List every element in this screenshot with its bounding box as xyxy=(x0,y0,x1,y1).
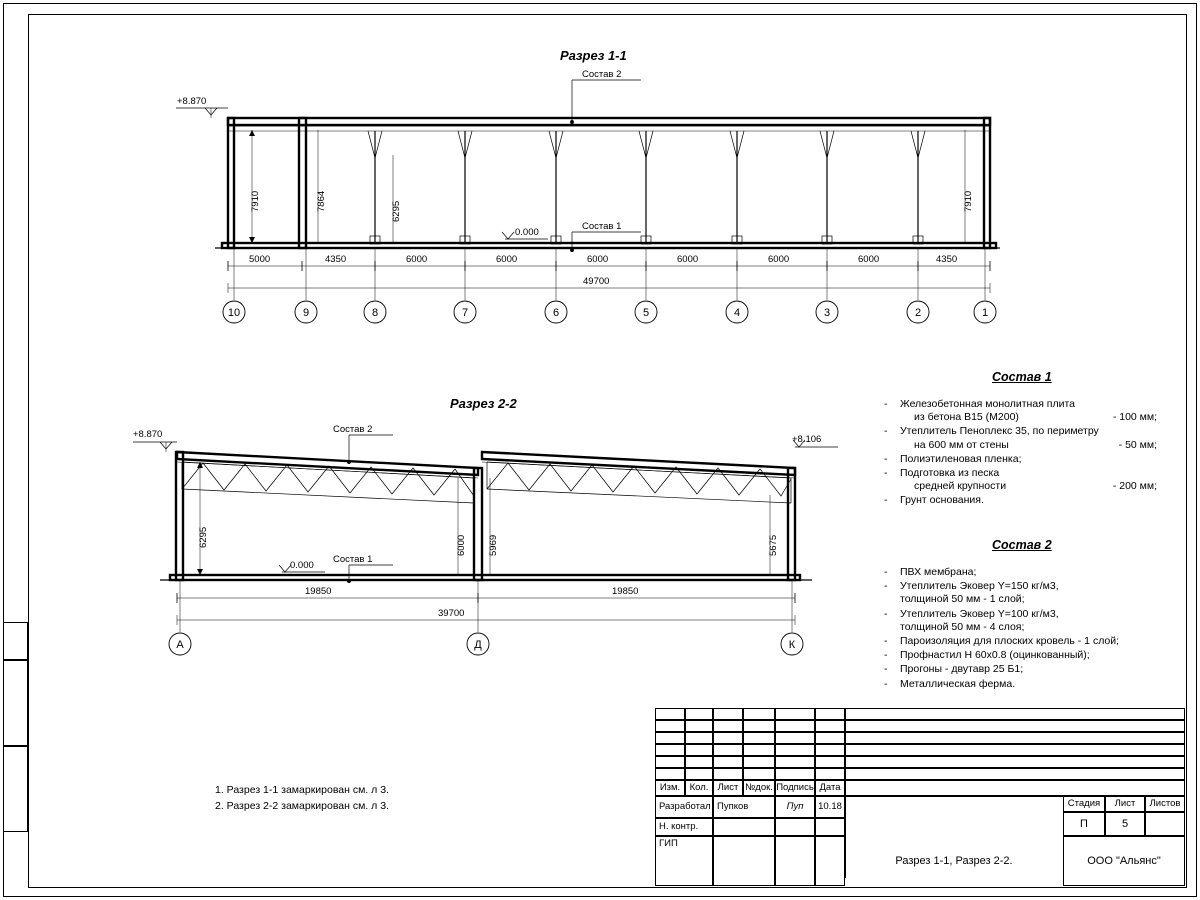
span-dim-6000-5: 6000 xyxy=(768,254,790,265)
notes-block xyxy=(215,782,389,814)
date-nkontr xyxy=(815,818,845,836)
date-gip xyxy=(815,836,845,886)
axis-label-10: 10 xyxy=(227,306,241,319)
header-izm: Изм. xyxy=(655,780,685,796)
rev-grid-c5r5 xyxy=(775,756,815,768)
rev-grid-c5r1 xyxy=(775,708,815,720)
rev-grid-c4r3 xyxy=(743,732,775,744)
rev-grid-wide-r3 xyxy=(845,732,1185,744)
level-marker-zero-s1: 0.000 xyxy=(515,227,539,238)
spec2-item-2-line2: толщиной 50 мм - 4 слоя; xyxy=(900,620,1025,633)
height-dim-6295-s1: 6295 xyxy=(391,200,402,222)
axis-label-A: А xyxy=(176,638,184,651)
sign-nkontr xyxy=(775,818,815,836)
rev-grid-c2r2 xyxy=(685,720,713,732)
spec2-item-0-line1: ПВХ мембрана; xyxy=(900,566,977,578)
sheets-header: Листов xyxy=(1145,796,1185,812)
spec1-item-0-value: - 100 мм; xyxy=(1112,411,1158,424)
company-name: ООО "Альянс" xyxy=(1063,836,1185,886)
section-1-title: Разрез 1-1 xyxy=(560,48,627,63)
rev-grid-c3r6 xyxy=(713,768,743,780)
sheet-header: Лист xyxy=(1105,796,1145,812)
rev-grid-c1r5 xyxy=(655,756,685,768)
span-dim-6000-3: 6000 xyxy=(587,254,609,265)
rev-grid-c1r6 xyxy=(655,768,685,780)
header-kol: Кол. xyxy=(685,780,713,796)
rev-grid-c1r4 xyxy=(655,744,685,756)
axis-label-8: 8 xyxy=(371,306,379,319)
sign-gip xyxy=(775,836,815,886)
span-dim-4350-left: 4350 xyxy=(325,254,347,265)
stage-value: П xyxy=(1063,812,1105,836)
header-list: Лист xyxy=(713,780,743,796)
rev-grid-wide-r1 xyxy=(845,708,1185,720)
rev-grid-c5r3 xyxy=(775,732,815,744)
rev-grid-c6r5 xyxy=(815,756,845,768)
level-marker-zero-s2: 0.000 xyxy=(290,560,314,571)
rev-grid-c5r4 xyxy=(775,744,815,756)
span-dim-5000: 5000 xyxy=(249,254,271,265)
header-ndok: №док. xyxy=(743,780,775,796)
sheets-value xyxy=(1145,812,1185,836)
rev-grid-c3r4 xyxy=(713,744,743,756)
rev-grid-wide-r6 xyxy=(845,768,1185,780)
rev-grid-c3r2 xyxy=(713,720,743,732)
rev-grid-c4r4 xyxy=(743,744,775,756)
axis-label-5: 5 xyxy=(642,306,650,319)
axis-label-7: 7 xyxy=(461,306,469,319)
rev-grid-c6r1 xyxy=(815,708,845,720)
level-marker-top-right-s2: +8.106 xyxy=(792,434,822,445)
note-2: 2. Разрез 2-2 замаркирован см. л 3. xyxy=(215,800,389,812)
rev-grid-c3r1 xyxy=(713,708,743,720)
level-marker-top-s1: +8.870 xyxy=(177,96,207,107)
spec2-item-1-line2: толщиной 50 мм - 1 слой; xyxy=(900,593,1025,606)
compose-2-leader-s1: Состав 2 xyxy=(582,69,622,80)
header-podpis: Подпись xyxy=(775,780,815,796)
height-dim-5969: 5969 xyxy=(488,534,499,556)
rev-grid-c2r1 xyxy=(685,708,713,720)
spec1-item-0-line2: из бетона В15 (М200) xyxy=(914,411,1019,424)
spec1-item-2-line1: Полиэтиленовая пленка; xyxy=(900,452,1022,465)
name-razrabotal: Пупков xyxy=(713,796,775,818)
rev-grid-c4r1 xyxy=(743,708,775,720)
header-spacer xyxy=(845,780,1185,796)
axis-label-D: Д xyxy=(474,638,482,651)
note-1: 1. Разрез 1-1 замаркирован см. л 3. xyxy=(215,784,389,796)
spec1-item-3-value: - 200 мм; xyxy=(1112,480,1158,493)
spec-2-list: - ПВХ мембрана; - Утеплитель Эковер Y=150 кг/м3, толщиной 50 мм - 1 слой; - Утеплитель Эковер Y=100 кг/м3, толщиной 50 мм - 4 слоя; - Пароизоляция для плоских кровель - 1 слой; - Профнастил Н 60х0.8 (оцинкованный); - Прогоны - двутавр 25 Б1; - Металлическая ферма. xyxy=(884,566,1120,690)
section-2-title: Разрез 2-2 xyxy=(450,396,517,411)
spec1-item-1-value: - 50 мм; xyxy=(1118,438,1158,451)
rev-grid-c6r6 xyxy=(815,768,845,780)
name-gip xyxy=(713,836,775,886)
height-dim-6295-s2: 6295 xyxy=(198,526,209,548)
rev-grid-c4r5 xyxy=(743,756,775,768)
height-dim-6000-s2: 6000 xyxy=(456,534,467,556)
rev-grid-wide-r2 xyxy=(845,720,1185,732)
spec1-item-1-line2: на 600 мм от стены xyxy=(914,438,1009,451)
span-dim-19850-right: 19850 xyxy=(612,586,639,597)
axis-label-4: 4 xyxy=(733,306,741,319)
compose-2-leader-s2: Состав 2 xyxy=(333,424,373,435)
height-dim-7910-right: 7910 xyxy=(963,190,974,212)
spec1-item-3-line1: Подготовка из песка xyxy=(900,467,1000,480)
spec1-item-1-line1: Утеплитель Пеноплекс 35, по периметру xyxy=(900,425,1099,438)
rev-grid-wide-r5 xyxy=(845,756,1185,768)
title-block xyxy=(655,708,1185,886)
spec-2-title: Состав 2 xyxy=(992,538,1052,552)
span-dim-6000-4: 6000 xyxy=(677,254,699,265)
stage-header: Стадия xyxy=(1063,796,1105,812)
sheet-title: Разрез 1-1, Разрез 2-2. xyxy=(895,855,1013,867)
rev-grid-c2r4 xyxy=(685,744,713,756)
axis-bubbles-section2 xyxy=(169,633,803,655)
compose-1-leader-s2: Состав 1 xyxy=(333,554,373,565)
height-dim-5675: 5675 xyxy=(768,534,779,556)
rev-grid-c2r3 xyxy=(685,732,713,744)
header-data: Дата xyxy=(815,780,845,796)
axis-label-6: 6 xyxy=(552,306,560,319)
compose-1-leader-s1: Состав 1 xyxy=(582,221,622,232)
rev-grid-c1r2 xyxy=(655,720,685,732)
rev-grid-c2r6 xyxy=(685,768,713,780)
date-razrabotal: 10.18 xyxy=(815,796,845,818)
level-marker-top-left-s2: +8.870 xyxy=(133,429,163,440)
spec1-item-3-line2: средней крупности xyxy=(914,480,1007,493)
rev-grid-c3r5 xyxy=(713,756,743,768)
spec-1-list: - Железобетонная монолитная плита из бетона В15 (М200) - 100 мм; - Утеплитель Пеноплекс 35, по периметру на 600 мм от стены - 50 мм; - Полиэтиленовая пленка; - Подготовка из песка средней крупности - 200 мм; - Грунт основания. xyxy=(884,398,1158,507)
rev-grid-c6r2 xyxy=(815,720,845,732)
role-gip: ГИП xyxy=(655,836,713,886)
axis-label-2: 2 xyxy=(914,306,922,319)
rev-grid-c2r5 xyxy=(685,756,713,768)
total-dim-39700: 39700 xyxy=(438,608,465,619)
sheet-value: 5 xyxy=(1105,812,1145,836)
role-razrabotal: Разработал xyxy=(655,796,713,818)
sign-razrabotal: Пуп xyxy=(775,796,815,818)
rev-grid-c4r2 xyxy=(743,720,775,732)
axis-label-3: 3 xyxy=(823,306,831,319)
span-dim-6000-2: 6000 xyxy=(496,254,518,265)
total-dim-49700: 49700 xyxy=(583,276,610,287)
spec2-item-6-line1: Металлическая ферма. xyxy=(900,677,1016,690)
spec-1-title: Состав 1 xyxy=(992,370,1052,384)
spec2-item-4-line1: Профнастил Н 60х0.8 (оцинкованный); xyxy=(900,649,1090,662)
rev-grid-c6r4 xyxy=(815,744,845,756)
height-dim-7864: 7864 xyxy=(316,190,327,212)
axis-label-1: 1 xyxy=(981,306,989,319)
axis-label-9: 9 xyxy=(302,306,310,319)
rev-grid-c1r3 xyxy=(655,732,685,744)
role-nkontr: Н. контр. xyxy=(655,818,713,836)
height-dim-7910-left: 7910 xyxy=(250,190,261,212)
axis-label-K: К xyxy=(788,638,796,651)
rev-grid-c1r1 xyxy=(655,708,685,720)
span-dim-6000-1: 6000 xyxy=(406,254,428,265)
rev-grid-c6r3 xyxy=(815,732,845,744)
spec2-item-3-line1: Пароизоляция для плоских кровель - 1 слой; xyxy=(900,635,1120,648)
span-dim-6000-6: 6000 xyxy=(858,254,880,265)
rev-grid-c5r6 xyxy=(775,768,815,780)
rev-grid-wide-r4 xyxy=(845,744,1185,756)
span-dim-4350-right: 4350 xyxy=(936,254,958,265)
rev-grid-c3r3 xyxy=(713,732,743,744)
spec2-item-2-line1: Утеплитель Эковер Y=100 кг/м3, xyxy=(900,607,1059,620)
spec2-item-5-line1: Прогоны - двутавр 25 Б1; xyxy=(900,663,1024,676)
span-dim-19850-left: 19850 xyxy=(305,586,332,597)
spec1-item-0-line1: Железобетонная монолитная плита xyxy=(900,398,1076,410)
spec1-item-4-line1: Грунт основания. xyxy=(900,494,984,507)
spec2-item-1-line1: Утеплитель Эковер Y=150 кг/м3, xyxy=(900,580,1059,593)
name-nkontr xyxy=(713,818,775,836)
rev-grid-c4r6 xyxy=(743,768,775,780)
rev-grid-c5r2 xyxy=(775,720,815,732)
